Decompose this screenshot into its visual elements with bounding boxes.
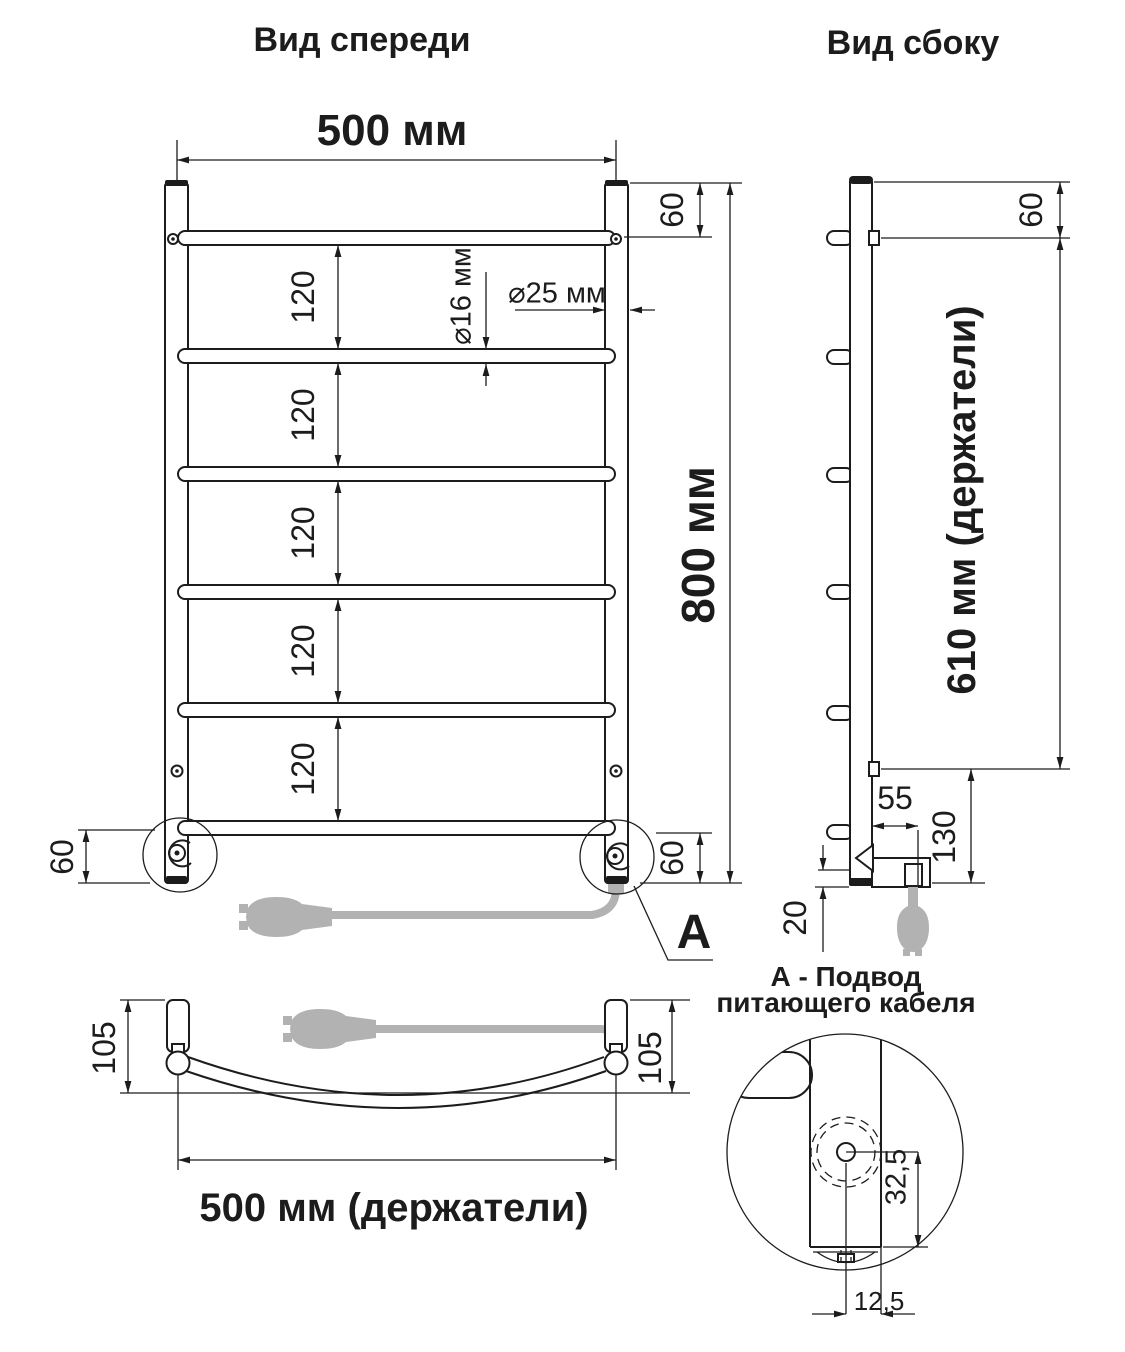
mounting-screw-icons xyxy=(168,234,622,777)
rung-gap-label-4: 120 xyxy=(285,624,321,678)
side-top-gap-label: 60 xyxy=(1013,192,1049,228)
dia25-label: ⌀25 мм xyxy=(508,277,606,310)
dim-130-label: 130 xyxy=(926,810,962,864)
top-view-105-left-label: 105 xyxy=(86,1021,122,1075)
front-view-title: Вид спереди xyxy=(253,21,471,59)
top-view-105-right-label: 105 xyxy=(632,1031,668,1085)
top-view-width-label: 500 мм (держатели) xyxy=(199,1186,589,1230)
rung-gap-label-3: 120 xyxy=(285,506,321,560)
front-bottom-gap-left-label: 60 xyxy=(44,839,80,875)
rung-gap-label-1: 120 xyxy=(285,270,321,324)
top-view-drawing xyxy=(120,1000,690,1170)
front-width-label: 500 мм xyxy=(316,106,468,155)
detail-caption-line2: питающего кабеля xyxy=(716,987,976,1018)
detail-a-drawing xyxy=(726,1030,963,1314)
front-height-label: 800 мм xyxy=(672,466,724,624)
dia16-label: ⌀16 мм xyxy=(445,247,478,345)
dim-12-5-label: 12,5 xyxy=(853,1286,905,1316)
front-view-drawing xyxy=(78,140,742,960)
dim-20 xyxy=(815,845,849,952)
rung-gap-label-5: 120 xyxy=(285,742,321,796)
rung-gap-label-2: 120 xyxy=(285,388,321,442)
front-bottom-gap-right-label: 60 xyxy=(654,840,690,876)
dim-20-label: 20 xyxy=(777,900,813,936)
side-holders-label: 610 мм (держатели) xyxy=(940,305,984,695)
dim-32-5-label: 32,5 xyxy=(880,1148,913,1206)
front-top-gap-label: 60 xyxy=(654,192,690,228)
side-view-title: Вид сбоку xyxy=(826,24,1000,62)
dim-55-label: 55 xyxy=(877,780,913,816)
detail-a-marker: А xyxy=(676,906,712,959)
detail-caption-line1: А - Подвод xyxy=(770,961,922,992)
